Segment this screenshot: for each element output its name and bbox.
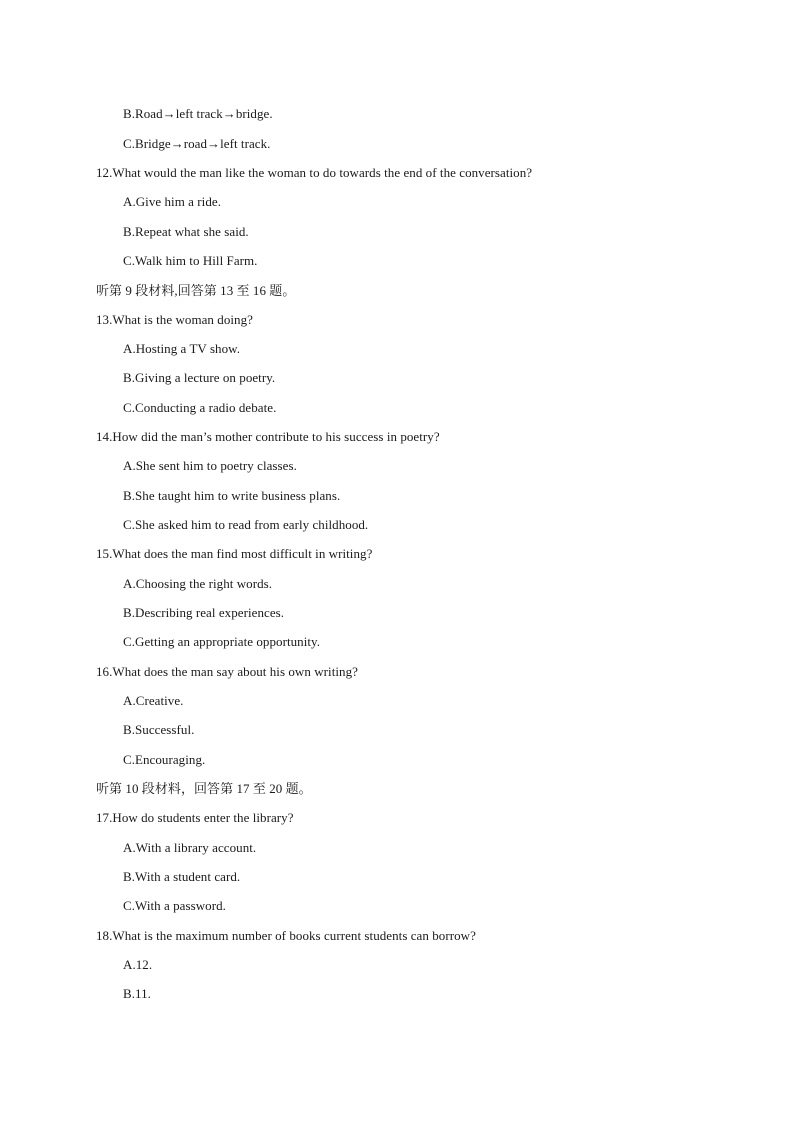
option-16c: C.Encouraging. — [123, 752, 206, 767]
option-12c: C.Walk him to Hill Farm. — [123, 253, 258, 268]
option-16a: A.Creative. — [123, 693, 184, 708]
option-13b: B.Giving a lecture on poetry. — [123, 370, 276, 385]
option-15c: C.Getting an appropriate opportunity. — [123, 634, 321, 649]
option-15a: A.Choosing the right words. — [123, 576, 273, 591]
option-11c: C.Bridge→road→left track. — [123, 136, 271, 151]
option-14a: A.She sent him to poetry classes. — [123, 458, 297, 473]
option-17c: C.With a password. — [123, 898, 226, 913]
question-13: 13.What is the woman doing? — [96, 312, 253, 327]
question-14: 14.How did the man’s mother contribute to his success in poetry? — [96, 429, 440, 444]
question-16: 16.What does the man say about his own writing? — [96, 664, 358, 679]
question-17: 17.How do students enter the library? — [96, 810, 294, 825]
option-18a: A.12. — [123, 957, 153, 972]
question-12: 12.What would the man like the woman to do towards the end of the conversation? — [96, 165, 533, 180]
option-16b: B.Successful. — [123, 722, 195, 737]
option-14c: C.She asked him to read from early childhood. — [123, 517, 369, 532]
option-17b: B.With a student card. — [123, 869, 241, 884]
question-18: 18.What is the maximum number of books current students can borrow? — [96, 928, 476, 943]
option-12a: A.Give him a ride. — [123, 194, 222, 209]
section-heading-10: 听第 10 段材料，回答第 17 至 20 题。 — [96, 781, 312, 796]
section-heading-9: 听第 9 段材料,回答第 13 至 16 题。 — [96, 283, 296, 298]
option-12b: B.Repeat what she said. — [123, 224, 249, 239]
option-15b: B.Describing real experiences. — [123, 605, 285, 620]
option-14b: B.She taught him to write business plans. — [123, 488, 341, 503]
question-15: 15.What does the man find most difficult in writing? — [96, 546, 373, 561]
option-17a: A.With a library account. — [123, 840, 257, 855]
option-13c: C.Conducting a radio debate. — [123, 400, 277, 415]
option-13a: A.Hosting a TV show. — [123, 341, 241, 356]
option-11b: B.Road→left track→bridge. — [123, 106, 273, 121]
option-18b: B.11. — [123, 986, 151, 1001]
